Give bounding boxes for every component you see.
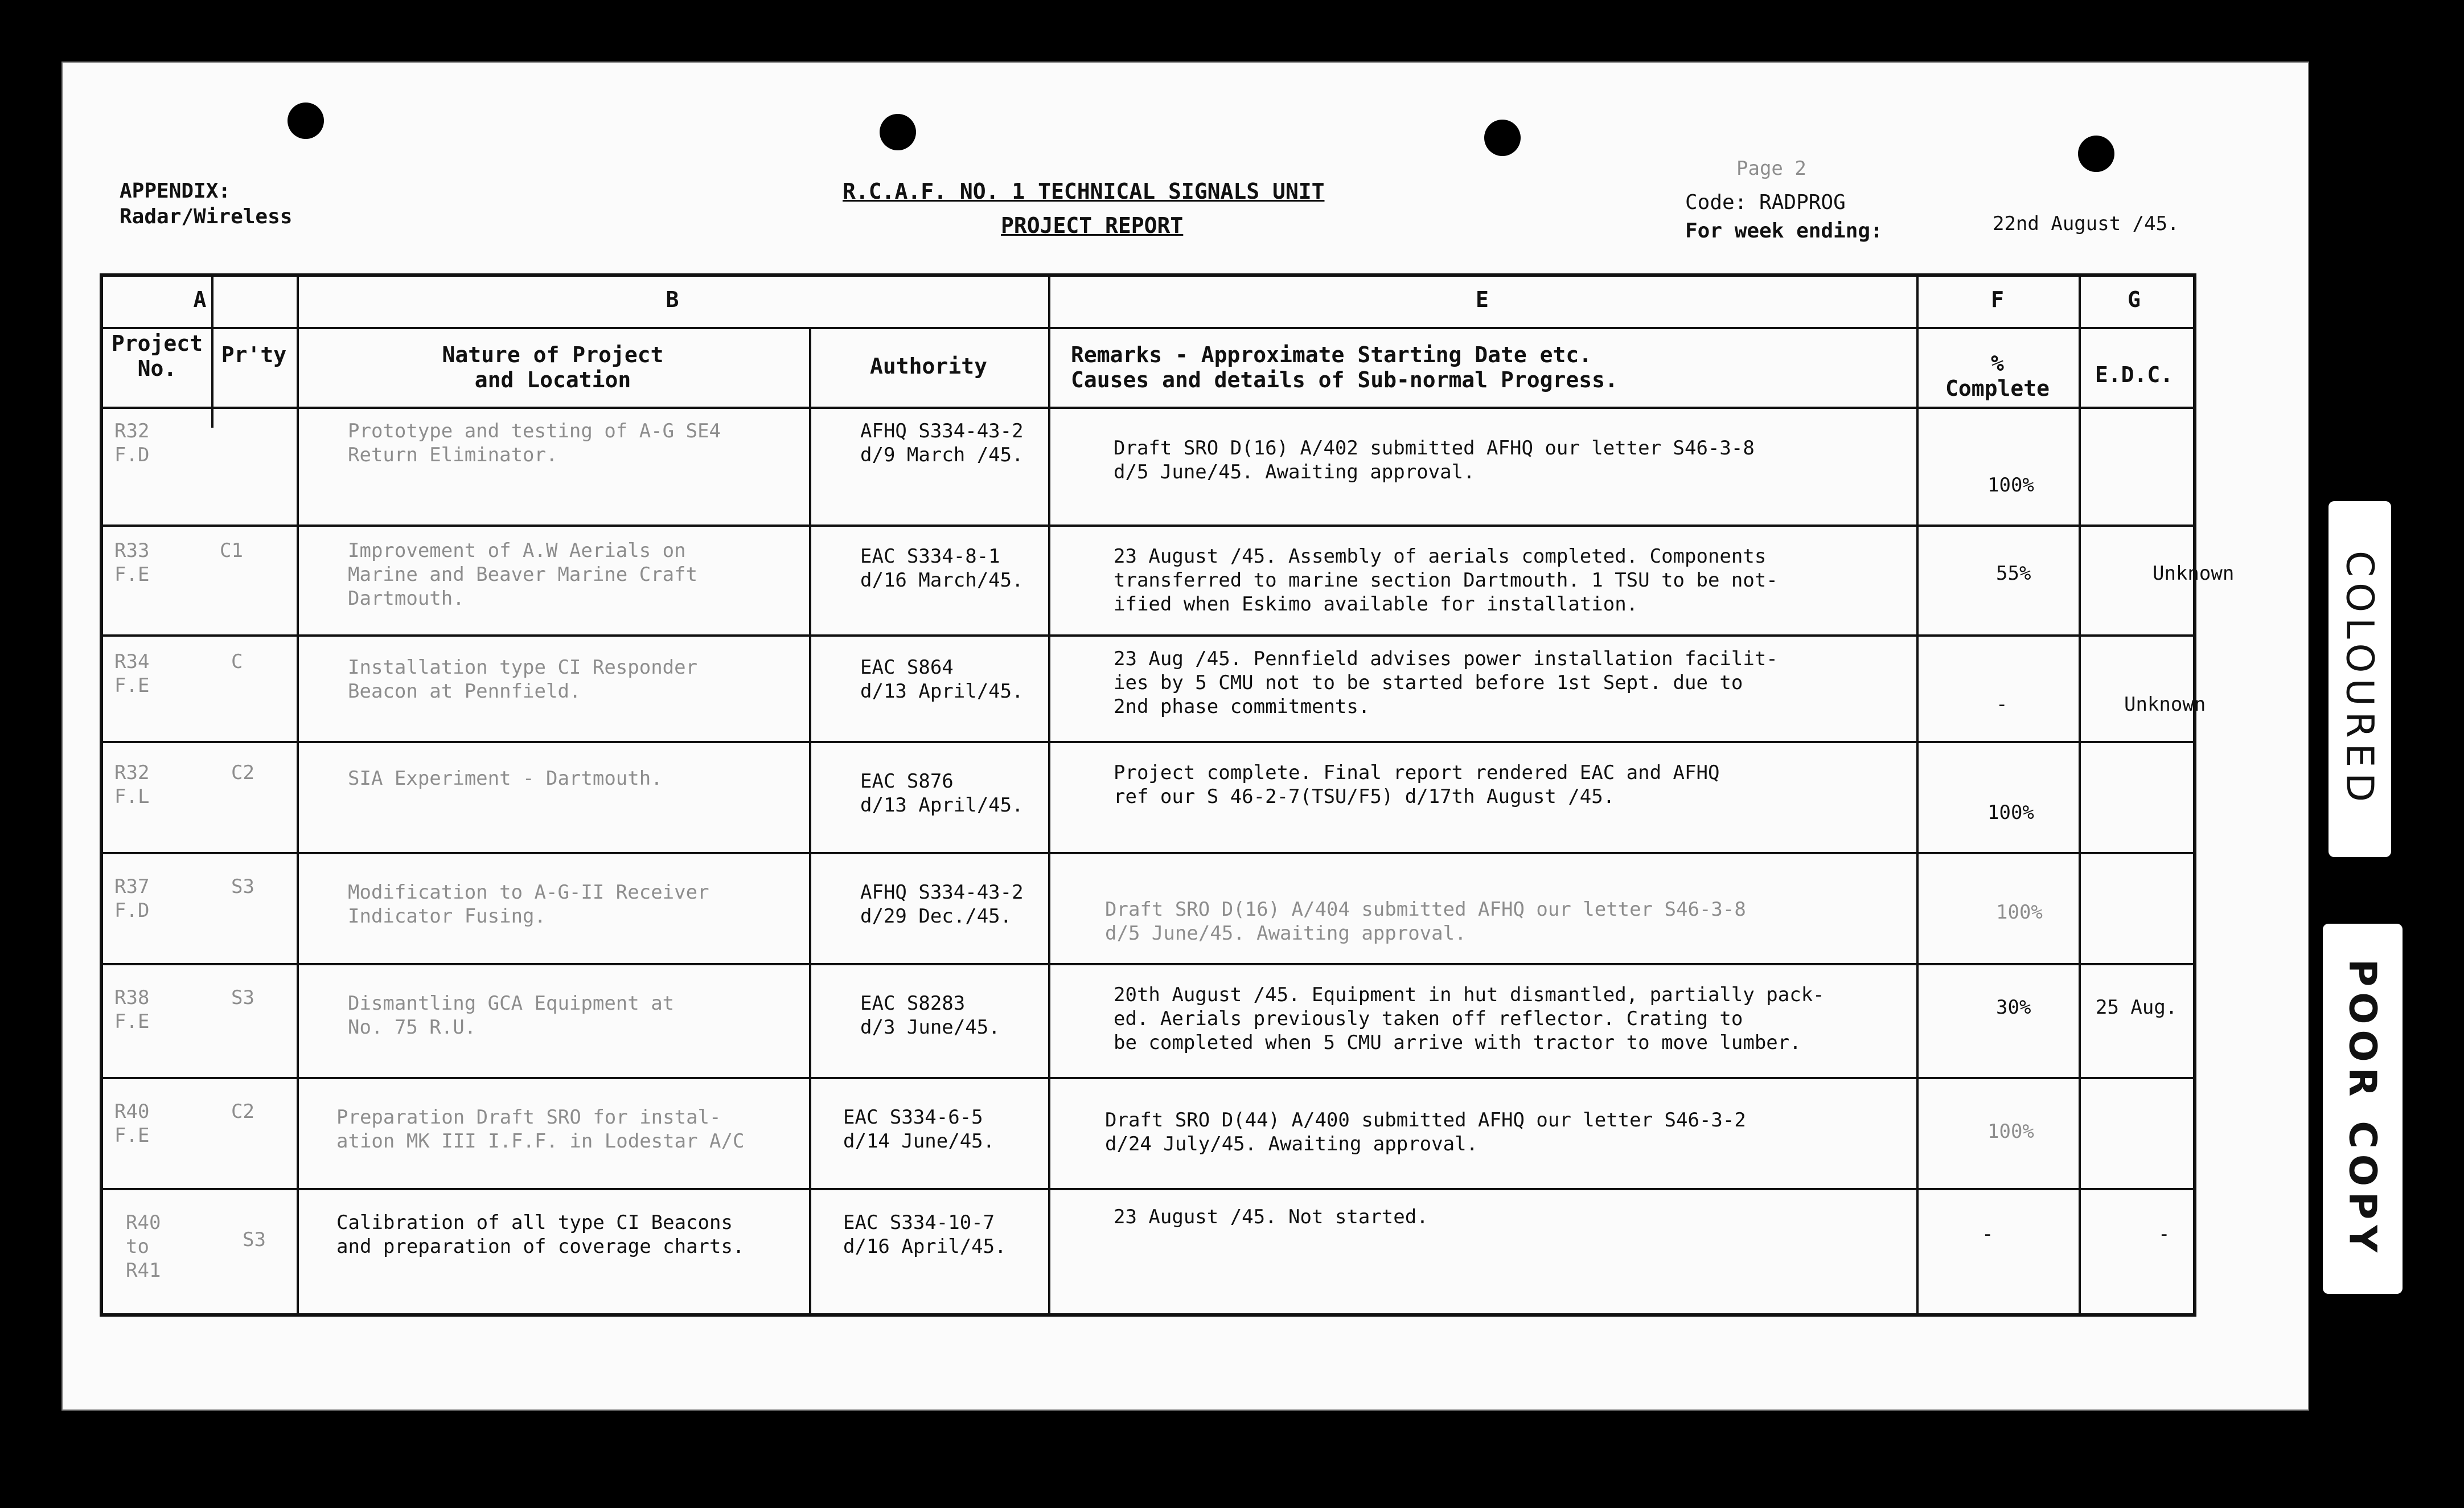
row6-edc: 25 Aug. xyxy=(2096,996,2178,1019)
row2-remarks: 23 August /45. Assembly of aerials completed. Components transferred to marine section Dartmouth. 1 TSU to be not- ified when Eskimo available for installation. xyxy=(1114,545,1778,616)
row2-complete: 55% xyxy=(1996,562,2031,585)
row5-priority: S3 xyxy=(231,875,254,898)
appendix-label: APPENDIX: xyxy=(120,179,231,203)
row4-project-no: R32 F.L xyxy=(114,761,150,808)
row1-complete: 100% xyxy=(1987,474,2034,497)
row6-remarks: 20th August /45. Equipment in hut dismantled, partially pack- ed. Aerials previously taken off reflector. Crating to be completed when 5 CMU arrive with tractor to move lumber. xyxy=(1114,984,1825,1054)
poor-copy-label: POOR COPY xyxy=(2323,924,2403,1294)
row7-priority: C2 xyxy=(231,1100,254,1123)
row-divider xyxy=(103,1077,2193,1079)
row2-priority: C1 xyxy=(220,539,243,562)
row8-edc: - xyxy=(2158,1223,2170,1245)
header-priority: Pr'ty xyxy=(221,342,287,367)
row-divider xyxy=(103,634,2193,637)
row2-edc: Unknown xyxy=(2153,562,2235,585)
row8-project-no: R40 to R41 xyxy=(126,1211,161,1282)
row5-complete: 100% xyxy=(1996,901,2043,924)
punch-hole xyxy=(288,103,324,139)
col-divider xyxy=(1048,277,1050,1313)
header-authority: Authority xyxy=(870,354,987,379)
header-nature: Nature of Project and Location xyxy=(442,342,664,392)
row7-complete: 100% xyxy=(1987,1120,2034,1143)
row-divider xyxy=(103,524,2193,527)
row5-nature: Modification to A-G-II Receiver Indicator Fusing. xyxy=(348,881,709,928)
row7-project-no: R40 F.E xyxy=(114,1100,150,1147)
header-bottom xyxy=(103,407,2193,409)
report-subtitle: PROJECT REPORT xyxy=(1001,213,1184,238)
col-letter-a: A xyxy=(193,287,207,312)
row3-nature: Installation type CI Responder Beacon at Pennfield. xyxy=(348,656,698,703)
row1-project-no: R32 F.D xyxy=(114,420,150,466)
row1-authority: AFHQ S334-43-2 d/9 March /45. xyxy=(860,420,1024,466)
row6-priority: S3 xyxy=(231,986,254,1009)
row8-remarks: 23 August /45. Not started. xyxy=(1114,1206,1428,1228)
page-number: Page 2 xyxy=(1736,157,1806,180)
punch-hole xyxy=(2078,136,2114,172)
row6-nature: Dismantling GCA Equipment at No. 75 R.U. xyxy=(348,992,675,1039)
row4-complete: 100% xyxy=(1987,801,2034,824)
row7-nature: Preparation Draft SRO for instal- ation MK III I.F.F. in Lodestar A/C xyxy=(336,1106,745,1153)
row3-authority: EAC S864 d/13 April/45. xyxy=(860,656,1024,703)
header-complete: % Complete xyxy=(1945,351,2050,401)
row6-authority: EAC S8283 d/3 June/45. xyxy=(860,992,1000,1039)
header-project-no: Project No. xyxy=(111,331,203,381)
week-ending-label: For week ending: xyxy=(1685,219,1883,243)
row8-priority: S3 xyxy=(243,1228,266,1251)
row7-authority: EAC S334-6-5 d/14 June/45. xyxy=(843,1106,995,1153)
row8-nature: Calibration of all type CI Beacons and preparation of coverage charts. xyxy=(336,1211,745,1258)
col-divider xyxy=(1916,277,1919,1313)
row1-nature: Prototype and testing of A-G SE4 Return Eliminator. xyxy=(348,420,721,466)
row5-authority: AFHQ S334-43-2 d/29 Dec./45. xyxy=(860,881,1024,928)
appendix-tail: Radar/Wireless xyxy=(120,205,293,228)
row3-remarks: 23 Aug /45. Pennfield advises power installation facilit- ies by 5 CMU not to be started before 1st Sept. due to 2nd phase commitments. xyxy=(1114,648,1778,718)
row5-remarks: Draft SRO D(16) A/404 submitted AFHQ our letter S46-3-8 d/5 June/45. Awaiting approval. xyxy=(1105,898,1746,945)
col-divider xyxy=(2079,277,2081,1313)
col-letter-b: B xyxy=(666,287,679,312)
row8-complete: - xyxy=(1982,1223,1994,1245)
row-divider xyxy=(103,963,2193,965)
row7-remarks: Draft SRO D(44) A/400 submitted AFHQ our letter S46-3-2 d/24 July/45. Awaiting approval. xyxy=(1105,1109,1746,1155)
row-divider xyxy=(103,852,2193,854)
code-label: Code: RADPROG xyxy=(1685,191,1846,214)
coloured-label: COLOURED xyxy=(2329,501,2391,857)
row3-project-no: R34 F.E xyxy=(114,650,150,697)
row3-complete: - xyxy=(1996,693,2008,716)
col-letter-e: E xyxy=(1476,287,1489,312)
header-remarks: Remarks - Approximate Starting Date etc. Causes and details of Sub-normal Progress. xyxy=(1071,342,1618,392)
row8-authority: EAC S334-10-7 d/16 April/45. xyxy=(843,1211,1007,1258)
week-ending-date: 22nd August /45. xyxy=(1993,212,2179,235)
punch-hole xyxy=(880,114,916,150)
punch-hole xyxy=(1484,120,1521,156)
col-letter-f: F xyxy=(1991,287,2004,312)
header-divider xyxy=(103,327,2193,329)
row4-priority: C2 xyxy=(231,761,254,784)
row4-authority: EAC S876 d/13 April/45. xyxy=(860,770,1024,817)
row6-project-no: R38 F.E xyxy=(114,986,150,1033)
row2-nature: Improvement of A.W Aerials on Marine and Beaver Marine Craft Dartmouth. xyxy=(348,539,698,610)
row-divider xyxy=(103,741,2193,743)
col-divider xyxy=(809,327,811,1313)
col-letter-g: G xyxy=(2128,287,2141,312)
row3-priority: C xyxy=(231,650,243,673)
project-table xyxy=(100,273,2235,1317)
col-divider xyxy=(297,277,299,1313)
report-title: R.C.A.F. NO. 1 TECHNICAL SIGNALS UNIT xyxy=(843,179,1325,204)
row1-remarks: Draft SRO D(16) A/402 submitted AFHQ our letter S46-3-8 d/5 June/45. Awaiting approval. xyxy=(1114,437,1755,483)
row6-complete: 30% xyxy=(1996,996,2031,1019)
row4-nature: SIA Experiment - Dartmouth. xyxy=(348,767,663,790)
row2-project-no: R33 F.E xyxy=(114,539,150,586)
row4-remarks: Project complete. Final report rendered EAC and AFHQ ref our S 46-2-7(TSU/F5) d/17th August /45. xyxy=(1114,761,1720,808)
row5-project-no: R37 F.D xyxy=(114,875,150,922)
row2-authority: EAC S334-8-1 d/16 March/45. xyxy=(860,545,1024,592)
row3-edc: Unknown xyxy=(2124,693,2206,716)
header-edc: E.D.C. xyxy=(2095,362,2174,387)
row-divider xyxy=(103,1188,2193,1190)
